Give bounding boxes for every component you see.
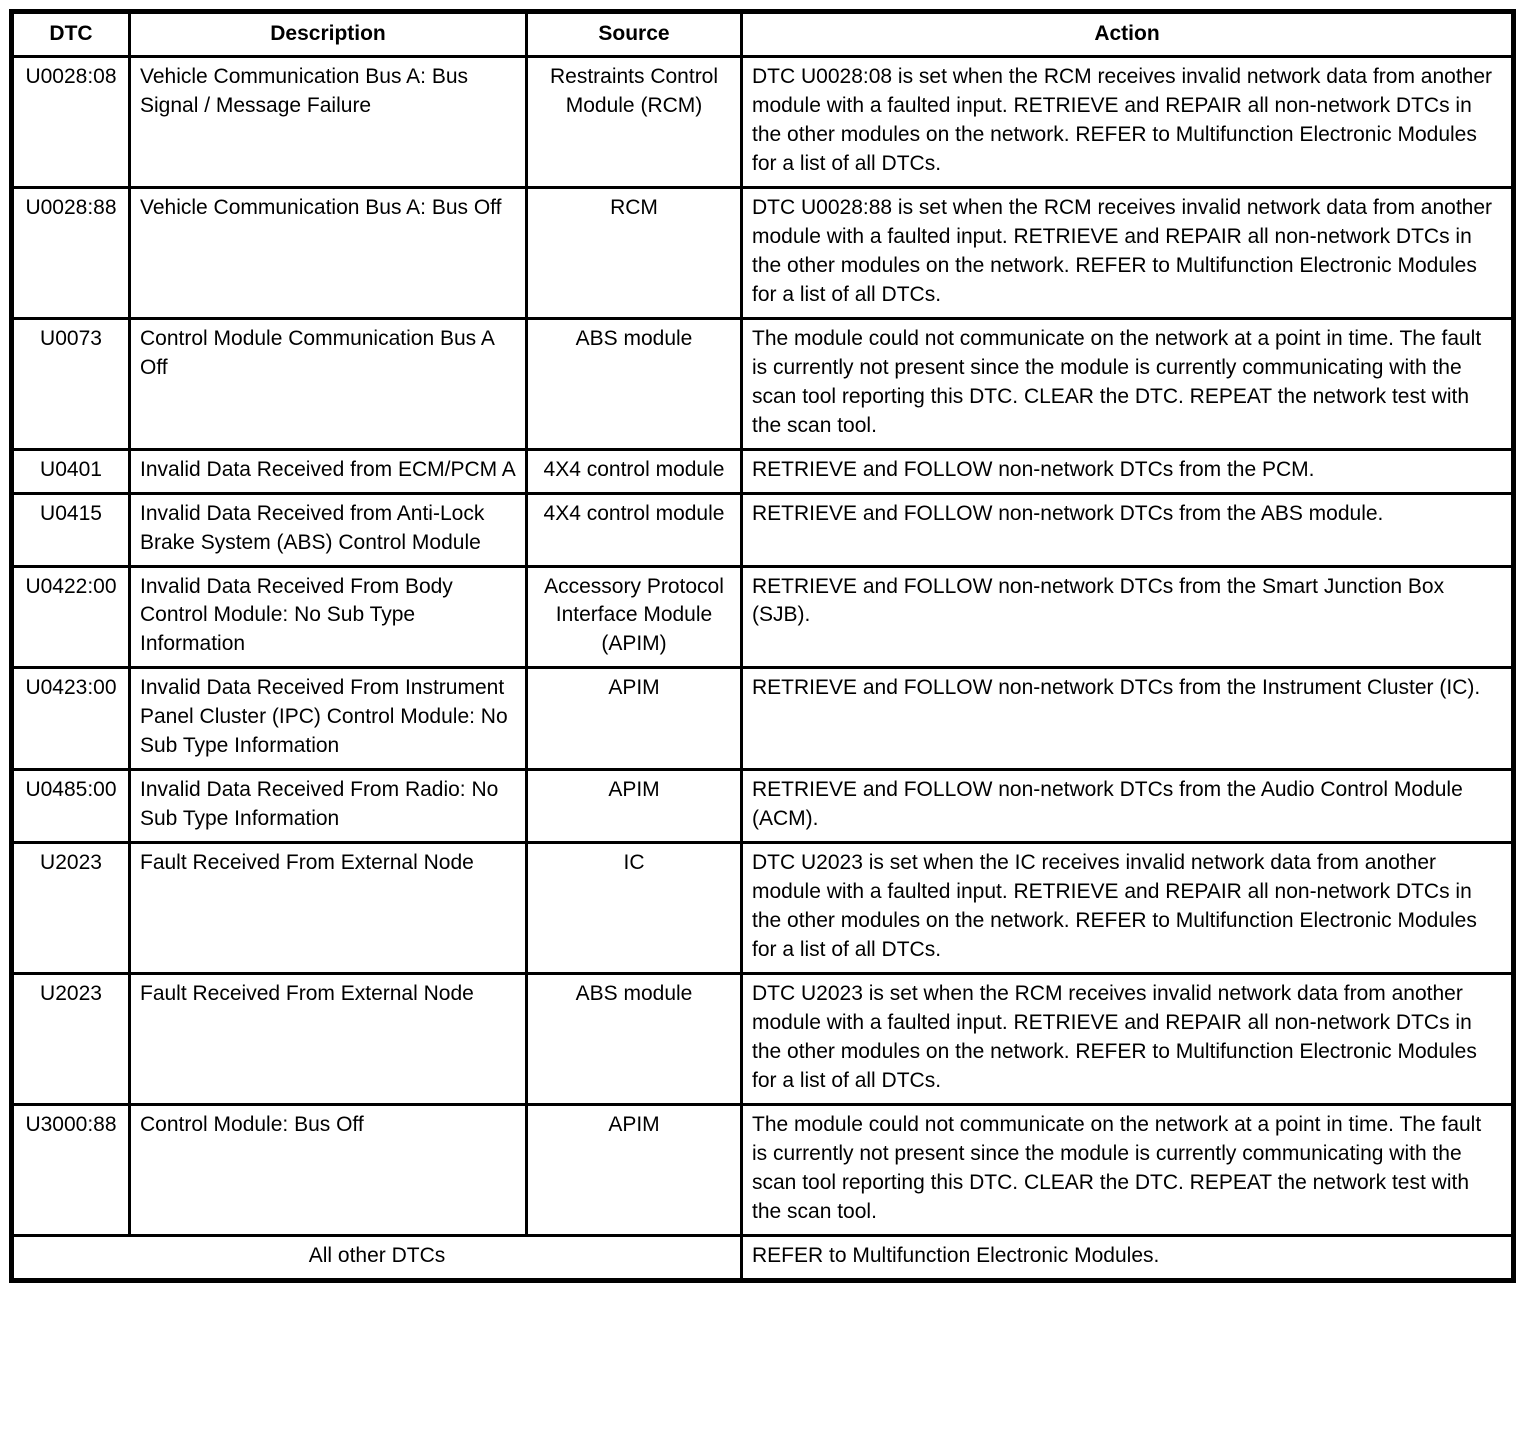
footer-label-cell: All other DTCs <box>12 1235 742 1280</box>
source-cell: Restraints Control Module (RCM) <box>527 56 742 187</box>
description-cell: Control Module: Bus Off <box>130 1105 527 1236</box>
source-cell: 4X4 control module <box>527 493 742 566</box>
table-row <box>12 187 1514 318</box>
dtc-table <box>9 9 1516 1283</box>
description-cell: Fault Received From External Node <box>130 843 527 974</box>
action-cell: The module could not communicate on the network at a point in time. The fault is currently not present since the module is currently communicating with the scan tool reporting this DTC. CLEAR the DTC. REPEAT the network test with the scan tool. <box>742 1105 1514 1236</box>
description-cell: Vehicle Communication Bus A: Bus Signal / Message Failure <box>130 56 527 187</box>
source-cell: APIM <box>527 770 742 843</box>
dtc-cell: U3000:88 <box>12 1105 130 1236</box>
source-cell: IC <box>527 843 742 974</box>
description-cell: Invalid Data Received from Anti-Lock Brake System (ABS) Control Module <box>130 493 527 566</box>
description-cell: Invalid Data Received From Body Control Module: No Sub Type Information <box>130 566 527 668</box>
source-cell: APIM <box>527 668 742 770</box>
dtc-cell: U2023 <box>12 843 130 974</box>
header-source: Source <box>527 12 742 57</box>
table-row <box>12 770 1514 843</box>
source-cell: APIM <box>527 1105 742 1236</box>
dtc-cell: U0415 <box>12 493 130 566</box>
action-cell: DTC U2023 is set when the IC receives invalid network data from another module with a faulted input. RETRIEVE and REPAIR all non-network DTCs in the other modules on the network. REFER to Multifunction Electronic Modules for a list of all DTCs. <box>742 843 1514 974</box>
action-cell: DTC U2023 is set when the RCM receives invalid network data from another module with a faulted input. RETRIEVE and REPAIR all non-network DTCs in the other modules on the network. REFER to Multifunction Electronic Modules for a list of all DTCs. <box>742 974 1514 1105</box>
footer-action-cell: REFER to Multifunction Electronic Modules. <box>742 1235 1514 1280</box>
action-cell: RETRIEVE and FOLLOW non-network DTCs from the Audio Control Module (ACM). <box>742 770 1514 843</box>
dtc-cell: U0401 <box>12 449 130 493</box>
table-row <box>12 668 1514 770</box>
header-description: Description <box>130 12 527 57</box>
table-header-row <box>12 12 1514 57</box>
action-cell: RETRIEVE and FOLLOW non-network DTCs from the Instrument Cluster (IC). <box>742 668 1514 770</box>
source-cell: ABS module <box>527 974 742 1105</box>
source-cell: Accessory Protocol Interface Module (APIM) <box>527 566 742 668</box>
dtc-cell: U0423:00 <box>12 668 130 770</box>
action-cell: DTC U0028:08 is set when the RCM receives invalid network data from another module with a faulted input. RETRIEVE and REPAIR all non-network DTCs in the other modules on the network. REFER to Multifunction Electronic Modules for a list of all DTCs. <box>742 56 1514 187</box>
description-cell: Vehicle Communication Bus A: Bus Off <box>130 187 527 318</box>
action-cell: RETRIEVE and FOLLOW non-network DTCs from the Smart Junction Box (SJB). <box>742 566 1514 668</box>
source-cell: RCM <box>527 187 742 318</box>
table-row <box>12 974 1514 1105</box>
table-row <box>12 318 1514 449</box>
description-cell: Invalid Data Received From Instrument Panel Cluster (IPC) Control Module: No Sub Type Information <box>130 668 527 770</box>
description-cell: Control Module Communication Bus A Off <box>130 318 527 449</box>
description-cell: Fault Received From External Node <box>130 974 527 1105</box>
dtc-cell: U0485:00 <box>12 770 130 843</box>
dtc-cell: U0073 <box>12 318 130 449</box>
table-row <box>12 566 1514 668</box>
source-cell: ABS module <box>527 318 742 449</box>
dtc-cell: U0422:00 <box>12 566 130 668</box>
dtc-cell: U0028:08 <box>12 56 130 187</box>
header-dtc: DTC <box>12 12 130 57</box>
action-cell: RETRIEVE and FOLLOW non-network DTCs from the ABS module. <box>742 493 1514 566</box>
header-action: Action <box>742 12 1514 57</box>
description-cell: Invalid Data Received from ECM/PCM A <box>130 449 527 493</box>
dtc-cell: U2023 <box>12 974 130 1105</box>
table-row <box>12 843 1514 974</box>
table-row <box>12 493 1514 566</box>
table-footer-row <box>12 1235 1514 1280</box>
action-cell: DTC U0028:88 is set when the RCM receives invalid network data from another module with a faulted input. RETRIEVE and REPAIR all non-network DTCs in the other modules on the network. REFER to Multifunction Electronic Modules for a list of all DTCs. <box>742 187 1514 318</box>
table-row <box>12 1105 1514 1236</box>
action-cell: The module could not communicate on the network at a point in time. The fault is currently not present since the module is currently communicating with the scan tool reporting this DTC. CLEAR the DTC. REPEAT the network test with the scan tool. <box>742 318 1514 449</box>
source-cell: 4X4 control module <box>527 449 742 493</box>
dtc-cell: U0028:88 <box>12 187 130 318</box>
table-row <box>12 56 1514 187</box>
description-cell: Invalid Data Received From Radio: No Sub Type Information <box>130 770 527 843</box>
table-row <box>12 449 1514 493</box>
action-cell: RETRIEVE and FOLLOW non-network DTCs from the PCM. <box>742 449 1514 493</box>
